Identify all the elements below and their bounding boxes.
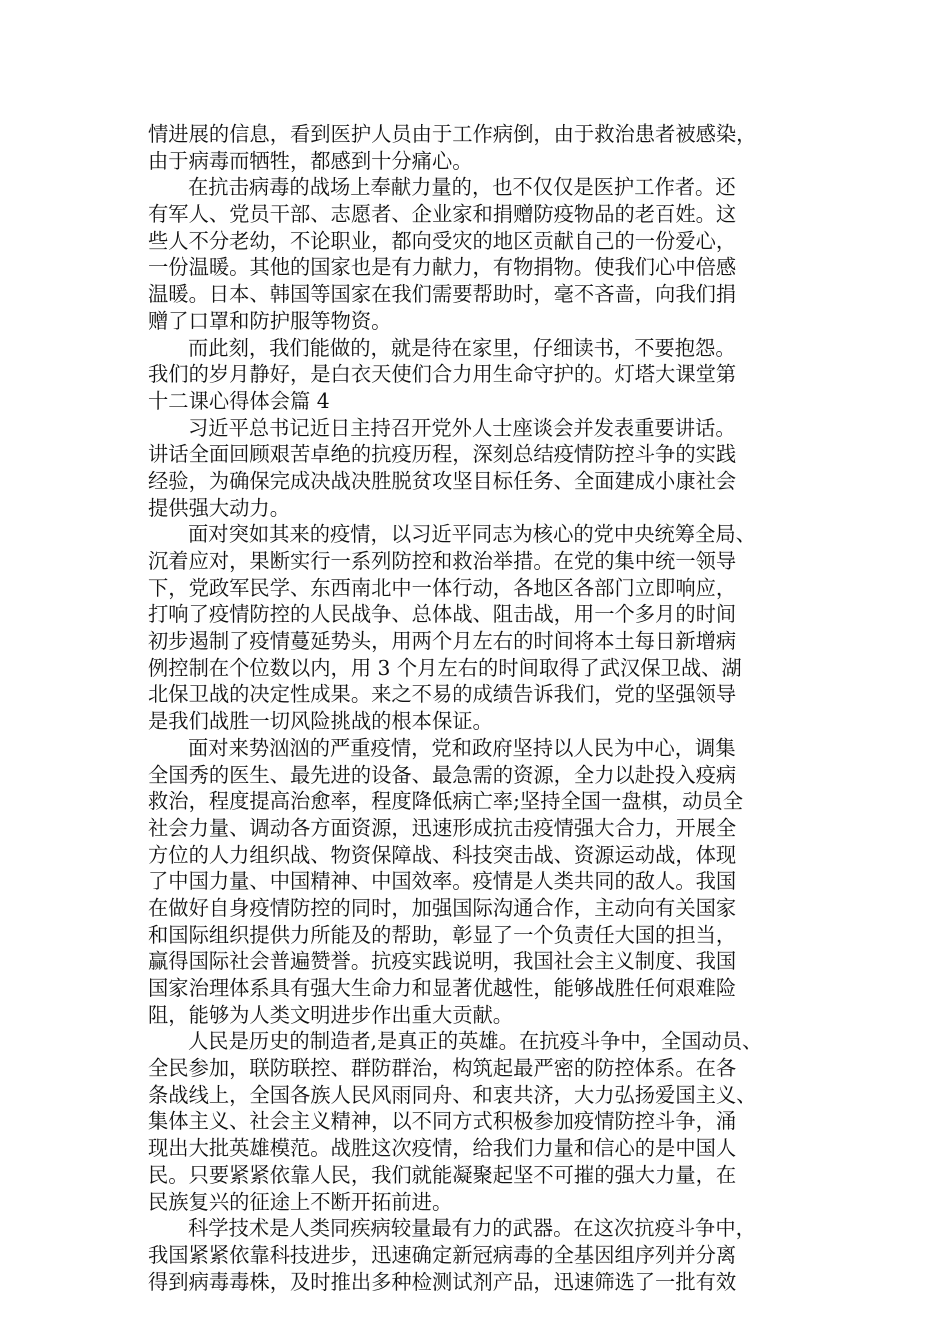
text-line: 初步遏制了疫情蔓延势头，用两个月左右的时间将本土每日新增病 (148, 629, 737, 654)
text-line: 集体主义、社会主义精神，以不同方式积极参加疫情防控斗争，涌 (148, 1109, 737, 1134)
text-line: 社会力量、调动各方面资源，迅速形成抗击疫情强大合力，开展全 (148, 815, 737, 840)
text-line: 是我们战胜一切风险挑战的根本保证。 (148, 709, 493, 734)
text-line: 讲话全面回顾艰苦卓绝的抗疫历程，深刻总结疫情防控斗争的实践 (148, 442, 737, 467)
text-line: 全民参加，联防联控、群防群治，构筑起最严密的防控体系。在各 (148, 1056, 737, 1081)
text-line: 一份温暖。其他的国家也是有力献力，有物捐物。使我们心中倍感 (148, 255, 737, 280)
text-line: 方位的人力组织战、物资保障战、科技突击战、资源运动战，体现 (148, 842, 737, 867)
text-line: 赢得国际社会普遍赞誉。抗疫实践说明，我国社会主义制度、我国 (148, 949, 737, 974)
paragraph-first-line: 在抗击病毒的战场上奉献力量的，也不仅仅是医护工作者。还 (188, 175, 736, 200)
text-line: 民族复兴的征途上不断开拓前进。 (148, 1189, 453, 1214)
text-line: 经验，为确保完成决战决胜脱贫攻坚目标任务、全面建成小康社会 (148, 468, 737, 493)
text-line: 了中国力量、中国精神、中国效率。疫情是人类共同的敌人。我国 (148, 869, 737, 894)
text-line: 得到病毒毒株，及时推出多种检测试剂产品，迅速筛选了一批有效 (148, 1269, 737, 1294)
text-line: 我们的岁月静好，是白衣天使们合力用生命守护的。灯塔大课堂第 (148, 362, 737, 387)
text-line: 赠了口罩和防护服等物资。 (148, 308, 392, 333)
text-line: 例控制在个位数以内，用 3 个月左右的时间取得了武汉保卫战、湖 (148, 655, 742, 680)
text-line: 民。只要紧紧依靠人民，我们就能凝聚起坚不可摧的强大力量，在 (148, 1162, 737, 1187)
text-line: 北保卫战的决定性成果。来之不易的成绩告诉我们，党的坚强领导 (148, 682, 737, 707)
text-line: 些人不分老幼，不论职业，都向受灾的地区贡献自己的一份爱心， (148, 228, 737, 253)
text-line: 下，党政军民学、东西南北中一体行动，各地区各部门立即响应， (148, 575, 737, 600)
paragraph-first-line: 而此刻，我们能做的，就是待在家里，仔细读书，不要抱怨。 (188, 335, 736, 360)
text-line: 在做好自身疫情防控的同时，加强国际沟通合作，主动向有关国家 (148, 895, 737, 920)
text-line: 情进展的信息，看到医护人员由于工作病倒，由于救治患者被感染， (148, 122, 757, 146)
text-line: 温暖。日本、韩国等国家在我们需要帮助时，毫不吝啬，向我们捐 (148, 282, 737, 307)
body-text (148, 121, 828, 1295)
text-line: 由于病毒而牺牲，都感到十分痛心。 (148, 148, 473, 173)
text-line: 现出大批英雄模范。战胜这次疫情，给我们力量和信心的是中国人 (148, 1136, 737, 1161)
paragraph-first-line: 科学技术是人类同疾病较量最有力的武器。在这次抗疫斗争中， (188, 1216, 756, 1241)
text-line: 沉着应对，果断实行一系列防控和救治举措。在党的集中统一领导 (148, 549, 737, 573)
paragraph-first-line: 面对突如其来的疫情，以习近平同志为核心的党中央统筹全局、 (188, 522, 756, 547)
text-line: 阻，能够为人类文明进步作出重大贡献。 (148, 1002, 514, 1027)
text-line: 全国秀的医生、最先进的设备、最急需的资源，全力以赴投入疫病 (148, 762, 737, 787)
paragraph-first-line: 面对来势汹汹的严重疫情，党和政府坚持以人民为中心，调集 (188, 735, 736, 760)
text-line: 国家治理体系具有强大生命力和显著优越性，能够战胜任何艰难险 (148, 976, 737, 1000)
text-line: 我国紧紧依靠科技进步，迅速确定新冠病毒的全基因组序列并分离 (148, 1242, 737, 1267)
text-line: 提供强大动力。 (148, 495, 290, 520)
text-line: 十二课心得体会篇 4 (148, 388, 330, 413)
text-line: 和国际组织提供力所能及的帮助，彰显了一个负责任大国的担当， (148, 922, 737, 947)
paragraph-first-line: 人民是历史的制造者,是真正的英雄。在抗疫斗争中，全国动员、 (188, 1029, 763, 1054)
text-line: 条战线上，全国各族人民风雨同舟、和衷共济，大力弘扬爱国主义、 (148, 1082, 757, 1107)
text-line: 打响了疫情防控的人民战争、总体战、阻击战，用一个多月的时间 (148, 602, 737, 627)
paragraph-first-line: 习近平总书记近日主持召开党外人士座谈会并发表重要讲话。 (188, 415, 736, 440)
text-line: 有军人、党员干部、志愿者、企业家和捐赠防疫物品的老百姓。这 (148, 202, 737, 227)
text-line: 救治，程度提高治愈率，程度降低病亡率;坚持全国一盘棋，动员全 (148, 789, 743, 814)
